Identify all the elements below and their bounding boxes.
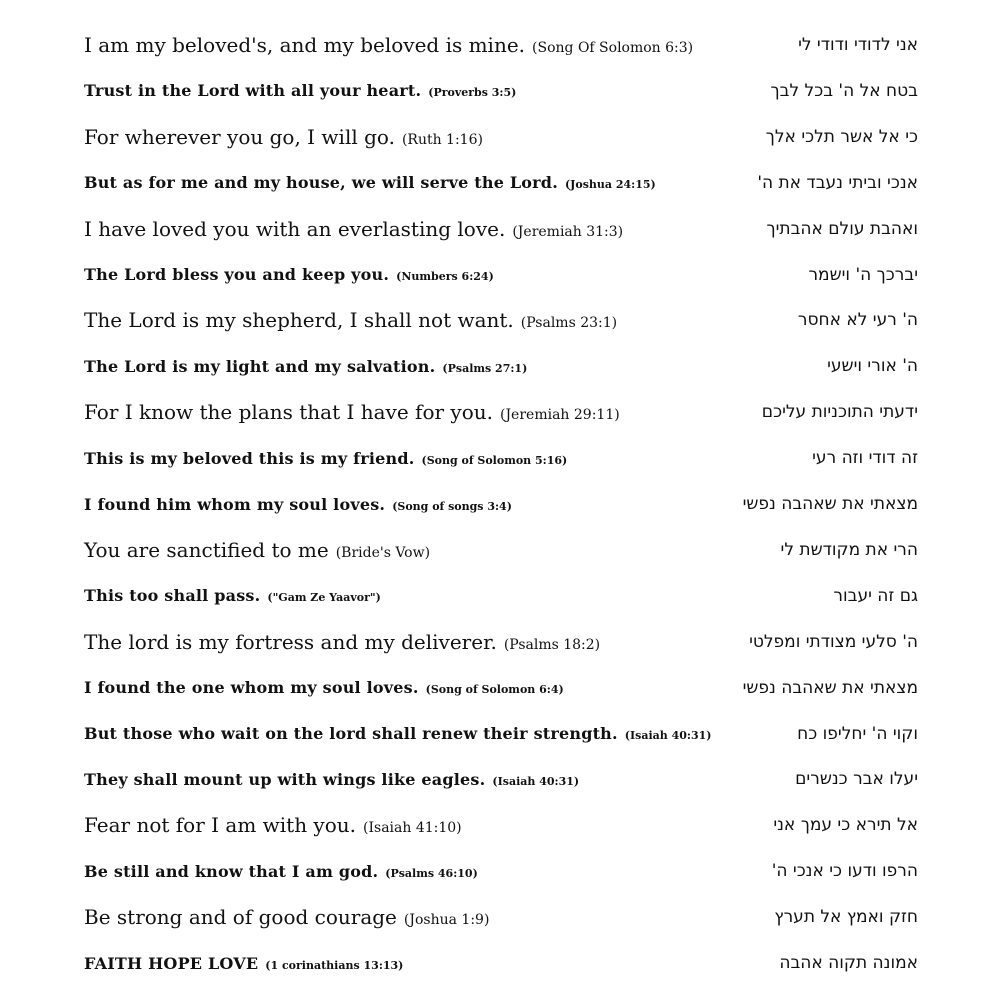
- verse-reference: (Song of songs 3:4): [392, 499, 512, 513]
- verse-reference: (Psalms 18:2): [503, 636, 601, 653]
- verse-row: [84, 303, 918, 337]
- hebrew-verse: מצאתי את שאהבה נפשי: [742, 677, 918, 698]
- verse-reference: (Song of Solomon 6:4): [425, 683, 564, 697]
- hebrew-verse: וקוי ה' יחליפו כח: [797, 723, 918, 744]
- verse-reference: (Numbers 6:24): [396, 270, 494, 283]
- verse-reference: (Jeremiah 29:11): [499, 407, 620, 424]
- english-verse: [84, 813, 462, 837]
- verse-row: [84, 854, 918, 888]
- verse-row: [84, 579, 918, 613]
- verse-row: [84, 212, 918, 246]
- hebrew-verse: בטח אל ה' בכל לבך: [770, 80, 918, 101]
- verse-row: [84, 625, 918, 659]
- verse-quote: For I know the plans that I have for you.: [84, 400, 493, 425]
- hebrew-verse: ה' סלעי מצודתי ומפלטי: [749, 631, 918, 652]
- english-verse: [84, 630, 600, 654]
- verse-row: [84, 762, 918, 796]
- verse-quote: Be strong and of good courage: [84, 905, 397, 930]
- verse-quote: The Lord is my light and my salvation.: [84, 356, 436, 376]
- verse-row: [84, 717, 918, 751]
- verse-reference: (1 corinathians 13:13): [265, 958, 404, 972]
- verse-row: [84, 487, 918, 521]
- hebrew-verse: כי אל אשר תלכי אלך: [765, 126, 918, 147]
- verse-reference: (Joshua 24:15): [564, 178, 656, 192]
- verse-reference: (Jeremiah 31:3): [512, 223, 624, 240]
- verse-quote: But those who wait on the lord shall renew their strength.: [84, 724, 618, 743]
- english-verse: [84, 449, 567, 468]
- english-verse: [84, 217, 623, 241]
- verse-reference: (Ruth 1:16): [401, 131, 483, 148]
- verse-quote: The lord is my fortress and my deliverer.: [84, 629, 497, 654]
- verse-reference: (Psalms 23:1): [520, 315, 618, 332]
- hebrew-verse: אל תירא כי עמך אני: [773, 815, 918, 836]
- verse-reference: (Song Of Solomon 6:3): [532, 40, 694, 56]
- verse-quote: You are sanctified to me: [84, 537, 329, 562]
- verse-quote: Be still and know that I am god.: [84, 861, 379, 881]
- english-verse: [84, 265, 494, 284]
- english-verse: [84, 954, 403, 973]
- english-verse: [84, 173, 656, 192]
- verse-row: [84, 166, 918, 200]
- verse-quote: The Lord is my shepherd, I shall not want.: [84, 308, 514, 333]
- english-verse: [84, 81, 516, 100]
- verse-reference: (Song of Solomon 5:16): [421, 453, 568, 467]
- verse-row: [84, 28, 918, 62]
- verse-reference: (Isaiah 40:31): [492, 774, 580, 788]
- verse-reference: (Proverbs 3:5): [428, 86, 517, 100]
- english-verse: [84, 357, 527, 376]
- hebrew-verse: הרי את מקודשת לי: [780, 539, 918, 560]
- hebrew-verse: חזק ואמץ אל תערץ: [774, 907, 918, 928]
- verse-row: [84, 258, 918, 292]
- verse-reference: (Bride's Vow): [335, 544, 431, 561]
- english-verse: [84, 538, 430, 562]
- verse-row: [84, 120, 918, 154]
- hebrew-verse: אמונה תקוה אהבה: [779, 953, 918, 973]
- english-verse: [84, 905, 489, 929]
- verse-reference: (Psalms 27:1): [442, 361, 528, 375]
- verse-row: [84, 946, 918, 980]
- hebrew-verse: ואהבת עולם אהבתיך: [766, 218, 918, 239]
- verse-quote: But as for me and my house, we will serve the Lord.: [84, 173, 558, 193]
- verse-quote: Fear not for I am with you.: [84, 813, 357, 838]
- verse-row: [84, 808, 918, 842]
- verse-row: [84, 395, 918, 429]
- hebrew-verse: ה' אורי וישעי: [827, 356, 918, 377]
- verse-row: [84, 441, 918, 475]
- verse-reference: (Isaiah 41:10): [363, 820, 462, 837]
- english-verse: [84, 770, 579, 789]
- verse-reference: (Psalms 46:10): [385, 866, 478, 880]
- hebrew-verse: מצאתי את שאהבה נפשי: [742, 494, 918, 514]
- verse-quote: They shall mount up with wings like eagles.: [84, 769, 486, 789]
- verse-reference: ("Gam Ze Yaavor"): [267, 591, 381, 605]
- verse-reference: (Isaiah 40:31): [624, 729, 712, 742]
- hebrew-verse: אני לדודי ודודי לי: [798, 35, 918, 55]
- english-verse: [84, 33, 693, 57]
- verse-quote: Trust in the Lord with all your heart.: [84, 81, 422, 101]
- verse-quote: I am my beloved's, and my beloved is mine.: [84, 33, 526, 57]
- hebrew-verse: ה' רעי לא אחסר: [797, 310, 918, 331]
- verse-quote: I have loved you with an everlasting love.: [84, 216, 506, 241]
- english-verse: [84, 125, 483, 149]
- hebrew-verse: יברכך ה' וישמר: [808, 264, 918, 285]
- verse-quote: FAITH HOPE LOVE: [84, 953, 259, 973]
- english-verse: [84, 308, 617, 332]
- english-verse: [84, 495, 512, 514]
- english-verse: [84, 678, 564, 697]
- verse-quote: I found him whom my soul loves.: [84, 494, 386, 514]
- verse-reference: (Joshua 1:9): [403, 912, 490, 929]
- english-verse: [84, 400, 620, 424]
- english-verse: [84, 586, 381, 605]
- verse-row: [84, 533, 918, 567]
- english-verse: [84, 724, 711, 743]
- verse-quote: This too shall pass.: [84, 586, 261, 606]
- hebrew-verse: הרפו ודעו כי אנכי ה': [771, 861, 918, 882]
- hebrew-verse: זה דודי וזה רעי: [812, 448, 918, 469]
- verse-row: [84, 671, 918, 705]
- verse-quote: For wherever you go, I will go.: [84, 124, 395, 149]
- verse-row: [84, 349, 918, 383]
- verse-quote: The Lord bless you and keep you.: [84, 265, 390, 284]
- hebrew-verse: אנכי וביתי נעבד את ה': [757, 172, 918, 193]
- verse-quote: I found the one whom my soul loves.: [84, 678, 419, 698]
- hebrew-verse: גם זה יעבור: [833, 585, 918, 606]
- verse-row: [84, 74, 918, 108]
- verse-quote: This is my beloved this is my friend.: [84, 448, 415, 468]
- verse-row: [84, 900, 918, 934]
- hebrew-verse: ידעתי התוכניות עליכם: [761, 402, 918, 423]
- english-verse: [84, 862, 478, 881]
- hebrew-verse: יעלו אבר כנשרים: [795, 769, 918, 790]
